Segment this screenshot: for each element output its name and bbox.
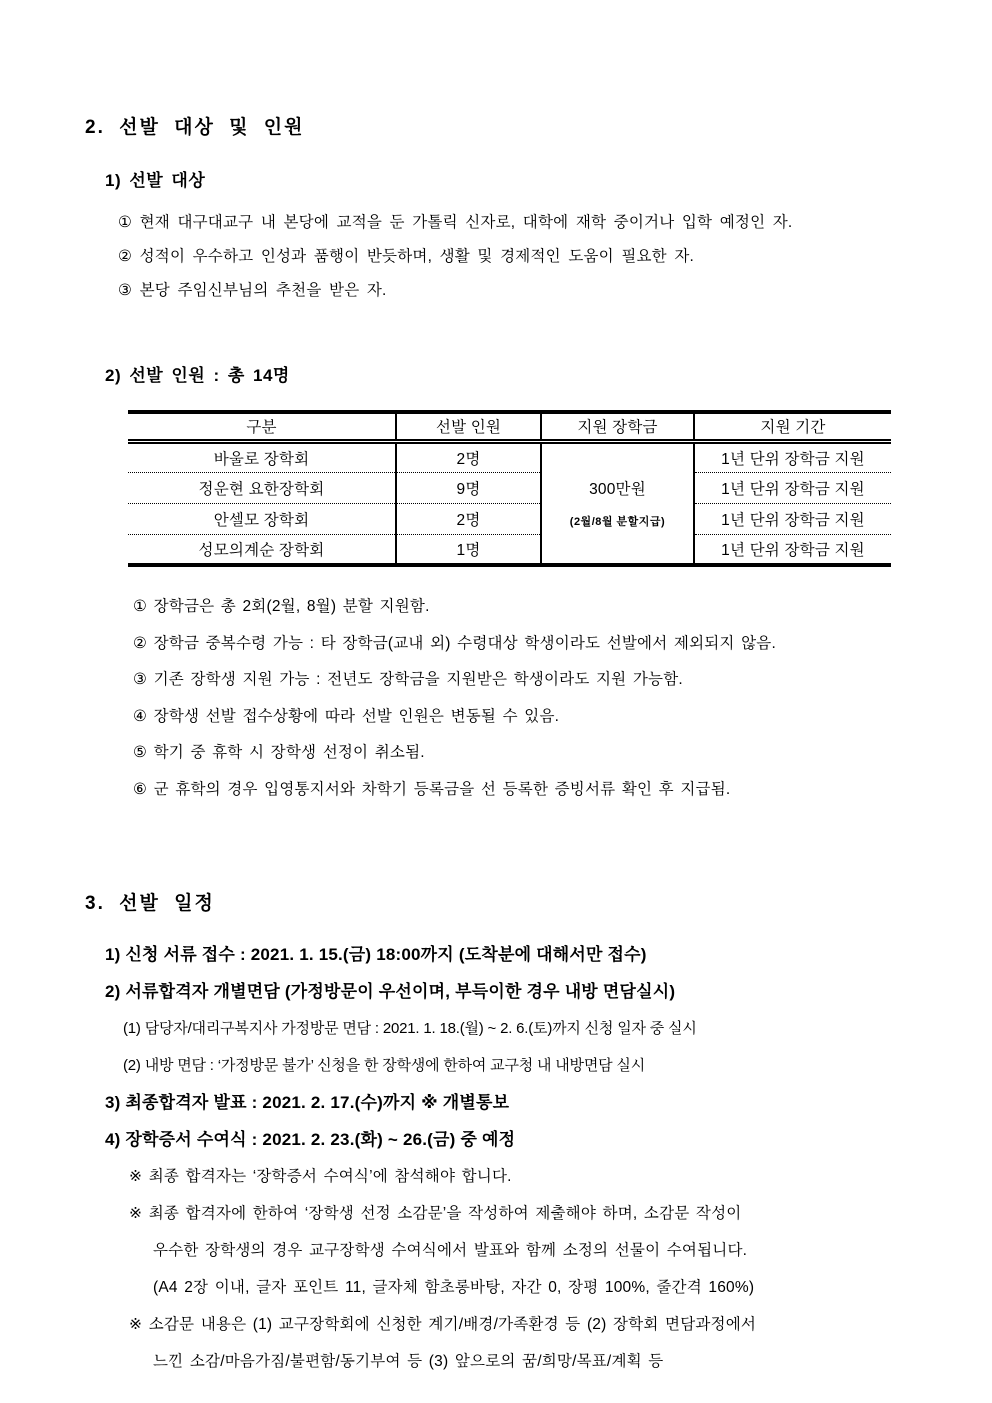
criteria-item: ② 성적이 우수하고 인성과 품행이 반듯하며, 생활 및 경제적인 도움이 필요한 자. xyxy=(118,248,695,265)
cell-scholarship-merged xyxy=(541,441,694,565)
subsection2-title: 2) 선발 인원 : 총 14명 xyxy=(105,366,290,385)
section3-title: 3. 선발 일정 xyxy=(85,893,215,914)
cell-count: 9명 xyxy=(396,472,541,503)
criteria-item: ③ 본당 주임신부님의 추천을 받은 자. xyxy=(118,282,387,299)
table-note: ⑥ 군 휴학의 경우 입영통지서와 차학기 등록금을 선 등록한 증빙서류 확인 후 지급됨. xyxy=(133,780,731,798)
section-selection-schedule xyxy=(85,888,932,1380)
schedule-note: ※ 최종 합격자에 한하여 ‘장학생 선정 소감문’을 작성하여 제출해야 하며, 소감문 작성이 xyxy=(129,1205,742,1222)
table-note: ② 장학금 중복수령 가능 : 타 장학금(교내 외) 수령대상 학생이라도 선발에서 제외되지 않음. xyxy=(133,634,776,652)
scholarship-amount-note: (2월/8월 분할지급) xyxy=(569,516,666,529)
scholarship-amount: 300만원 xyxy=(589,481,646,499)
schedule-item-announcement: 3) 최종합격자 발표 : 2021. 2. 17.(수)까지 ※ 개별통보 xyxy=(105,1093,510,1112)
subsection1-title: 1) 선발 대상 xyxy=(105,171,206,190)
header-count: 선발 인원 xyxy=(396,412,541,441)
cell-count: 2명 xyxy=(396,441,541,472)
schedule-note: ※ 소감문 내용은 (1) 교구장학회에 신청한 계기/배경/가족환경 등 (2) 장학회 면담과정에서 xyxy=(129,1316,757,1333)
cell-period: 1년 단위 장학금 지원 xyxy=(694,534,891,565)
cell-name: 안셀모 장학회 xyxy=(128,503,396,534)
cell-period: 1년 단위 장학금 지원 xyxy=(694,503,891,534)
table-note: ⑤ 학기 중 휴학 시 장학생 선정이 취소됨. xyxy=(133,744,425,761)
schedule-item-interview: 2) 서류합격자 개별면담 (가정방문이 우선이며, 부득이한 경우 내방 면담실시) xyxy=(105,982,676,1001)
table-header-row xyxy=(128,412,891,441)
schedule-note-continuation: (A4 2장 이내, 글자 포인트 11, 글자체 함초롱바탕, 자간 0, 장평 100%, 줄간격 160%) xyxy=(153,1279,755,1296)
table-row xyxy=(128,472,891,503)
header-category: 구분 xyxy=(128,412,396,441)
schedule-item-ceremony: 4) 장학증서 수여식 : 2021. 2. 23.(화) ~ 26.(금) 중 예정 xyxy=(105,1130,516,1149)
table-row xyxy=(128,503,891,534)
table-row xyxy=(128,534,891,565)
section-selection-target xyxy=(85,112,932,808)
scholarship-table xyxy=(128,410,891,567)
schedule-note-continuation: 우수한 장학생의 경우 교구장학생 수여식에서 발표와 함께 소정의 선물이 수여됩니다. xyxy=(153,1242,748,1259)
cell-count: 1명 xyxy=(396,534,541,565)
cell-period: 1년 단위 장학금 지원 xyxy=(694,472,891,503)
table-note: ④ 장학생 선발 접수상황에 따라 선발 인원은 변동될 수 있음. xyxy=(133,707,560,725)
cell-period: 1년 단위 장학금 지원 xyxy=(694,441,891,472)
table-row xyxy=(128,441,891,472)
schedule-note: ※ 최종 합격자는 ‘장학증서 수여식’에 참석해야 합니다. xyxy=(129,1168,512,1185)
table-note: ① 장학금은 총 2회(2월, 8월) 분할 지원함. xyxy=(133,598,430,615)
cell-name: 바울로 장학회 xyxy=(213,450,310,468)
header-scholarship: 지원 장학금 xyxy=(541,412,694,441)
schedule-note-continuation: 느낀 소감/마음가짐/불편함/동기부여 등 (3) 앞으로의 꿈/희망/목표/계획 등 xyxy=(153,1353,664,1370)
cell-count: 2명 xyxy=(396,503,541,534)
header-period: 지원 기간 xyxy=(694,412,891,441)
table-notes xyxy=(85,589,932,808)
criteria-item: ① 현재 대구대교구 내 본당에 교적을 둔 가톨릭 신자로, 대학에 재학 중이거나 입학 예정인 자. xyxy=(118,214,793,231)
subsection-selection-criteria xyxy=(85,166,932,308)
section2-title: 2. 선발 대상 및 인원 xyxy=(85,117,305,138)
schedule-subitem-home-visit: (1) 담당자/대리구복지사 가정방문 면담 : 2021. 1. 18.(월) ~ 2. 6.(토)까지 신청 일자 중 실시 xyxy=(123,1020,697,1037)
cell-name: 성모의계순 장학회 xyxy=(128,534,396,565)
schedule-item-application: 1) 신청 서류 접수 : 2021. 1. 15.(금) 18:00까지 (도착분에 대해서만 접수) xyxy=(105,945,647,964)
schedule-subitem-office-visit: (2) 내방 면담 : ‘가정방문 불가’ 신청을 한 장학생에 한하여 교구청 내 내방면담 실시 xyxy=(123,1057,645,1074)
cell-name: 정운현 요한장학회 xyxy=(128,472,396,503)
subsection-selection-count xyxy=(85,361,932,808)
table-note: ③ 기존 장학생 지원 가능 : 전년도 장학금을 지원받은 학생이라도 지원 가능함. xyxy=(133,671,683,688)
